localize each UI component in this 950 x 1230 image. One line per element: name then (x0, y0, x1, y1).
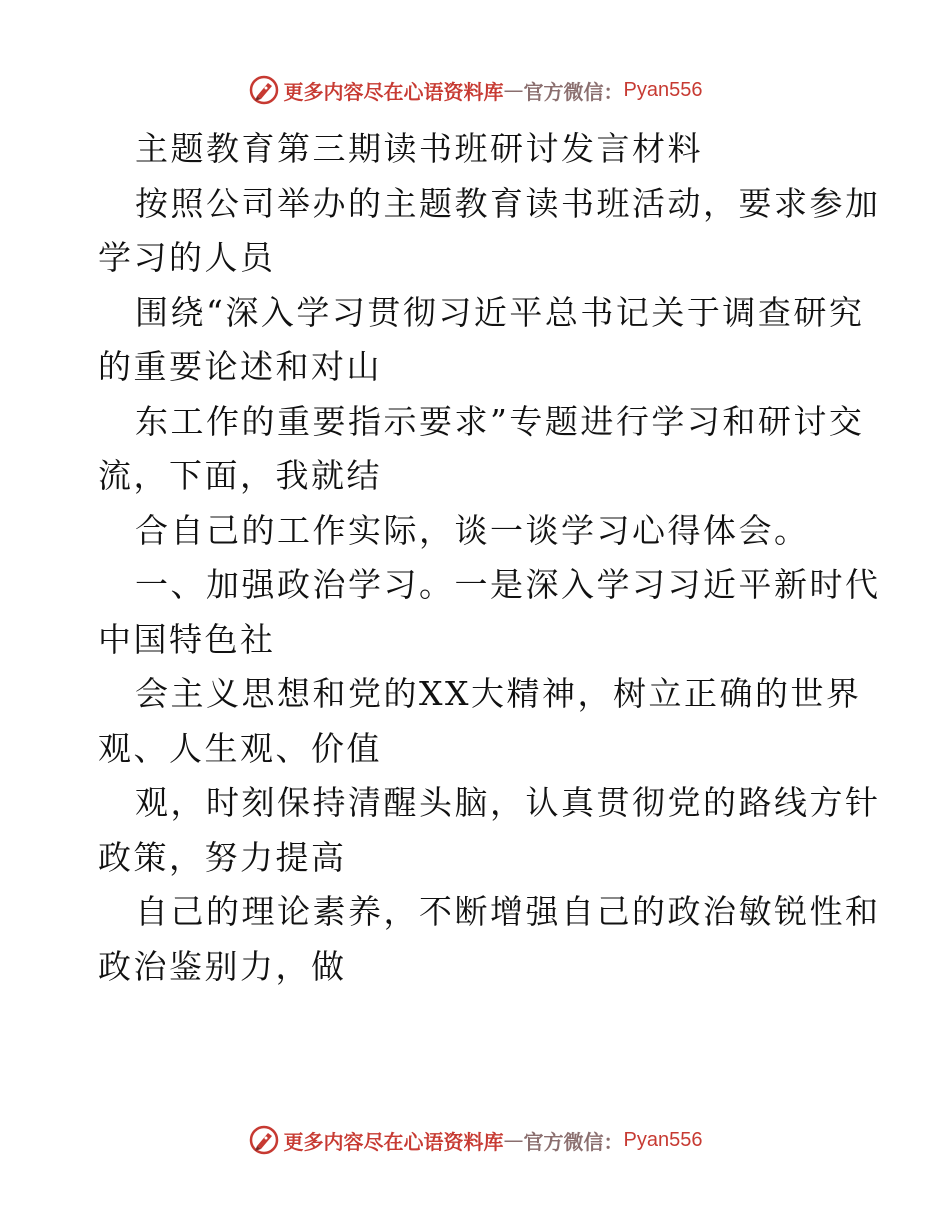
doc-line: 政治鉴别力，做 (98, 946, 347, 986)
header-banner (0, 70, 950, 110)
doc-line: 合自己的工作实际，谈一谈学习心得体会。 (135, 510, 810, 550)
doc-line: 主题教育第三期读书班研讨发言材料 (135, 129, 703, 168)
doc-line: 一、加强政治学习。一是深入学习习近平新时代 (135, 565, 881, 604)
doc-line: 政策，努力提高 (98, 837, 347, 877)
doc-line: 中国特色社 (98, 619, 276, 659)
doc-line: 观，时刻保持清醒头脑，认真贯彻党的路线方针 (135, 783, 881, 822)
pen-nib-logo-icon (248, 1124, 280, 1156)
doc-line: 学习的人员 (98, 238, 276, 277)
banner-main-text: 更多内容尽在心语资料库 (283, 1129, 504, 1154)
doc-line: 的重要论述和对山 (98, 347, 382, 386)
banner-dash: — (503, 78, 524, 102)
doc-line: 东工作的重要指示要求”专题进行学习和研讨交 (135, 401, 865, 441)
document-body (98, 122, 881, 994)
doc-line: 流，下面，我就结 (98, 456, 382, 495)
footer-banner (0, 1120, 950, 1160)
banner-wechat-id: Pyan556 (623, 1128, 703, 1151)
doc-line: 观、人生观、价值 (98, 728, 382, 768)
doc-line: 会主义思想和党的XX大精神，树立正确的世界 (135, 674, 862, 713)
banner-wechat-label: 官方微信： (523, 79, 624, 104)
banner-wechat-id: Pyan556 (623, 78, 703, 101)
doc-line: 自己的理论素养，不断增强自己的政治敏锐性和 (135, 892, 881, 931)
pen-nib-logo-icon (248, 74, 280, 106)
banner-main-text: 更多内容尽在心语资料库 (283, 79, 504, 104)
doc-line: 围绕“深入学习贯彻习近平总书记关于调查研究 (135, 292, 865, 332)
banner-wechat-label: 官方微信： (523, 1129, 624, 1154)
doc-line: 按照公司举办的主题教育读书班活动，要求参加 (135, 183, 881, 223)
banner-dash: — (503, 1128, 524, 1152)
